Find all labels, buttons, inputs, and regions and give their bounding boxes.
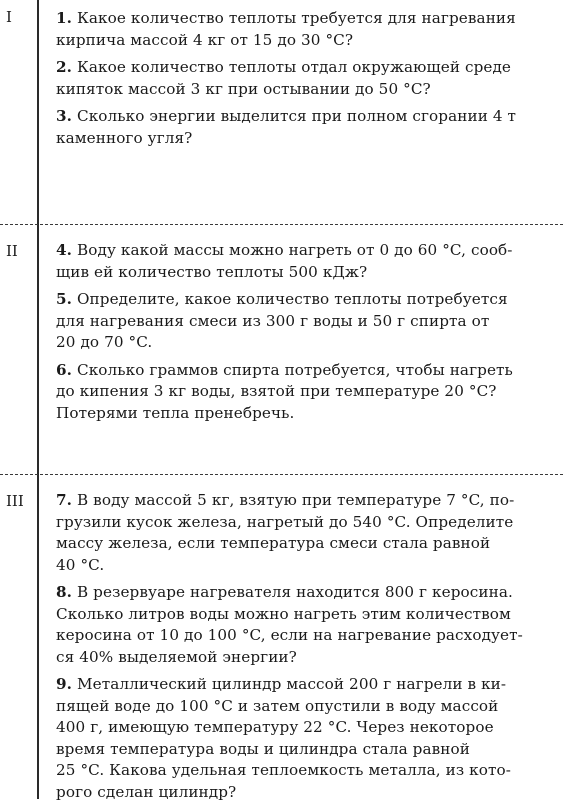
task-number: 3. [56,107,73,125]
task-text: кирпича массой 4 кг от 15 до 30 °C? [56,30,354,49]
task-9 [56,674,551,803]
task-text: каменного угля? [56,128,193,147]
section-level-1 [56,8,551,155]
task-number: 1. [56,9,73,27]
task-number: 6. [56,360,73,379]
level-label-2: II [6,242,18,260]
task-line [56,240,551,262]
task-5 [56,289,551,354]
task-text: Сколько граммов спирта потребуется, чтобы нагреть [72,360,513,379]
section-divider-2 [0,474,563,475]
task-text: Металлический цилиндр массой 200 г нагрели в ки- [72,675,507,693]
task-number: 4. [56,241,73,259]
task-line [56,8,551,30]
task-text: 25 °C. Какова удельная теплоемкость металла, из кото- [56,761,511,779]
task-number: 7. [56,491,73,509]
task-number: 8. [56,583,73,601]
task-line [56,57,551,79]
task-text: 20 до 70 °C. [56,333,153,351]
section-divider-1 [0,224,563,225]
task-text: щив ей количество теплоты 500 кДж? [56,262,368,281]
task-text: массу железа, если температура смеси стала равной [56,534,491,552]
task-text: Потерями тепла пренебречь. [56,403,295,422]
task-line [56,582,551,604]
task-3 [56,106,551,149]
task-2 [56,57,551,100]
level-label-1: I [6,8,12,26]
task-line [56,490,551,512]
task-text: ся 40% выделяемой энергии? [56,647,297,666]
level-label-3: III [6,492,24,510]
task-text: Сколько литров воды можно нагреть этим количеством [56,604,511,623]
task-text: рого сделан цилиндр? [56,782,237,801]
task-number: 2. [56,58,73,76]
task-text: 40 °C. [56,555,105,574]
task-1 [56,8,551,51]
task-line [56,360,551,382]
task-text: Сколько энергии выделится при полном сгорании 4 т [72,107,517,125]
task-4 [56,240,551,283]
task-text: В резервуаре нагревателя находится 800 г керосина. [72,583,513,601]
task-text: керосина от 10 до 100 °C, если на нагревание расходует- [56,626,523,644]
task-text: 400 г, имеющую температуру 22 °C. Через некоторое [56,718,494,736]
task-line [56,106,551,128]
task-line [56,674,551,696]
task-7 [56,490,551,576]
task-text: Какое количество теплоты требуется для нагревания [72,9,516,27]
task-text: кипяток массой 3 кг при остывании до 50 °C? [56,79,431,98]
task-text: Определите, какое количество теплоты потребуется [72,290,508,308]
task-6 [56,360,551,425]
task-text: для нагревания смеси из 300 г воды и 50 г спирта от [56,311,490,330]
task-text: Воду какой массы можно нагреть от 0 до 60 °C, сооб- [72,241,513,259]
task-text: до кипения 3 кг воды, взятой при температуре 20 °C? [56,382,497,400]
task-text: В воду массой 5 кг, взятую при температуре 7 °C, по- [72,491,515,509]
task-text: время температура воды и цилиндра стала равной [56,739,470,758]
section-level-2 [56,240,551,430]
column-divider [37,0,39,799]
task-number: 9. [56,675,73,693]
task-line [56,289,551,311]
task-number: 5. [56,290,73,308]
task-text: грузили кусок железа, нагретый до 540 °C. Определите [56,512,514,531]
task-8 [56,582,551,668]
section-level-3 [56,490,551,809]
task-text: Какое количество теплоты отдал окружающей среде [72,58,512,76]
task-text: пящей воде до 100 °C и затем опустили в воду массой [56,696,499,715]
